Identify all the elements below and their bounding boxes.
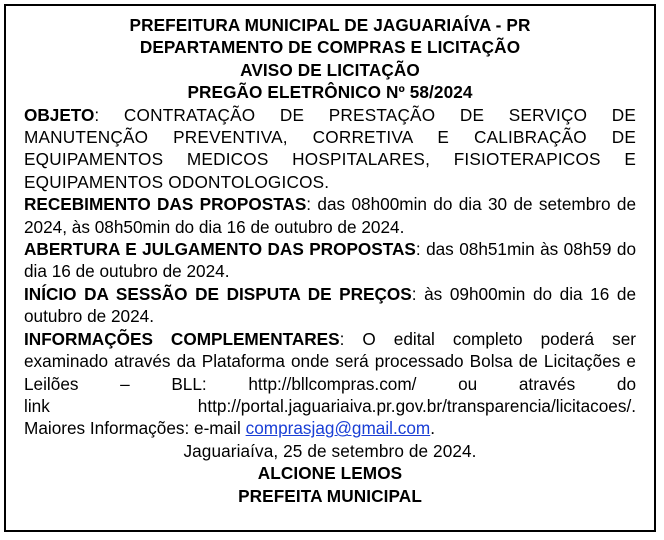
inicio-text: : às 09h00min do dia 16 de outubro de 2024. (24, 283, 636, 327)
inicio-label: INÍCIO DA SESSÃO DE DISPUTA DE PREÇOS (24, 283, 412, 304)
place-date: Jaguariaíva, 25 de setembro de 2024. (183, 440, 477, 461)
abertura-text: : das 08h51min às 08h59 do dia 16 de outubro de 2024. (24, 239, 637, 282)
recebimento-paragraph (24, 193, 636, 238)
recebimento-text: : das 08h00min do dia 30 de setembro de 2024, às 08h50min do dia 16 de outubro de 2024. (24, 194, 637, 237)
signer-role: PREFEITA MUNICIPAL (238, 485, 422, 506)
header-departamento: DEPARTAMENTO DE COMPRAS E LICITAÇÃO (139, 37, 521, 58)
email-link[interactable]: comprasjag@gmail.com (245, 418, 431, 439)
portal-link-line (24, 395, 636, 417)
header-pregao: PREGÃO ELETRÔNICO Nº 58/2024 (187, 82, 473, 103)
objeto-paragraph (24, 104, 636, 194)
informacoes-label: INFORMAÇÕES COMPLEMENTARES (24, 328, 340, 349)
abertura-label: ABERTURA E JULGAMENTO DAS PROPOSTAS (24, 239, 416, 260)
more-info-suffix: . (430, 418, 435, 439)
objeto-label: OBJETO (24, 104, 95, 125)
more-info-prefix: Maiores Informações: e-mail (24, 418, 246, 439)
notice-box (4, 4, 656, 532)
inicio-paragraph (24, 283, 636, 328)
objeto-text: : CONTRATAÇÃO DE PRESTAÇÃO DE SERVIÇO DE MANUTENÇÃO PREVENTIVA, CORRETIVA E CALIBRAÇÃO DE EQUIPAMENTOS MEDICOS HOSPITALARES, FISIOTERAPICOS E EQUIPAMENTOS ODONTOLOGICOS. (24, 104, 636, 192)
portal-url[interactable]: http://portal.jaguariaiva.pr.gov.br/transparencia/licitacoes/. (197, 395, 636, 416)
more-info-line (24, 417, 636, 439)
informacoes-paragraph (24, 328, 636, 395)
header-prefeitura: PREFEITURA MUNICIPAL DE JAGUARIAÍVA - PR (129, 15, 531, 35)
header-aviso: AVISO DE LICITAÇÃO (240, 59, 420, 80)
informacoes-text: : O edital completo poderá ser examinado através da Plataforma onde será processado Bolsa de Licitações e Leilões – BLL: http://bllcompras.com/ ou através do (24, 328, 636, 394)
abertura-paragraph (24, 238, 636, 283)
signer-name: ALCIONE LEMOS (257, 463, 403, 484)
recebimento-label: RECEBIMENTO DAS PROPOSTAS (24, 194, 307, 215)
link-word: link (24, 395, 50, 416)
